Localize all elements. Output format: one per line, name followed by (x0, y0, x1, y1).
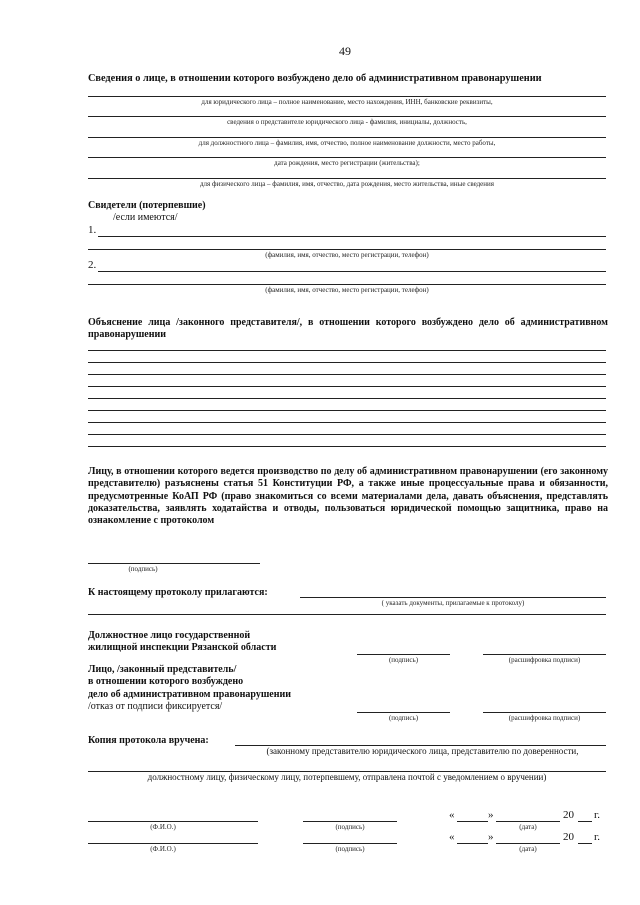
page-number: 49 (339, 44, 351, 58)
rights-text: Лицу, в отношении которого ведется производство по делу об административном правонарушении (его законному представителю) разъяснены статья 51 Конституции РФ, а также иные процессуальные права и обязанности, предусмотренные КоАП РФ (право знакомиться со всеми материалами дела, давать объяснения, представлять доказательства, заявлять ходатайства и отводы, пользоваться юридической помощью защитника, право на ознакомление с протоколом (88, 466, 608, 527)
field-line[interactable] (88, 137, 606, 138)
fio-line[interactable] (88, 843, 258, 844)
witness-caption: (фамилия, имя, отчество, место регистрации, телефон) (265, 251, 429, 259)
rights-signature-line[interactable] (88, 563, 260, 564)
sign-line[interactable] (303, 843, 397, 844)
official-decode-line[interactable] (483, 654, 606, 655)
person-label-line: в отношении которого возбуждено (88, 676, 244, 688)
date-quote-close: » (488, 809, 494, 821)
explanation-line[interactable] (88, 350, 606, 351)
attachments-label: К настоящему протоколу прилагаются: (88, 587, 268, 598)
date-year-line[interactable] (578, 843, 592, 844)
witness-number: 1. (88, 224, 97, 236)
date-month-line[interactable] (496, 821, 560, 822)
copy-caption-2: должностному лицу, физическому лицу, потерпевшему, отправлена почтой с уведомлением о вручении) (147, 772, 547, 782)
witness-field-line[interactable] (98, 236, 606, 237)
official-label (88, 630, 276, 654)
copy-caption-1: (законному представителю юридического лица, представителю по доверенности, (266, 746, 579, 756)
witness-number: 2. (88, 259, 97, 271)
witness-field-line[interactable] (88, 249, 606, 250)
rights-signature-caption: (подпись) (128, 565, 158, 573)
explanation-line[interactable] (88, 398, 606, 399)
attachments-line[interactable] (88, 614, 606, 615)
sign-line[interactable] (303, 821, 397, 822)
date-year-line[interactable] (578, 821, 592, 822)
witness-caption: (фамилия, имя, отчество, место регистрации, телефон) (265, 286, 429, 294)
person-label-line: дело об административном правонарушении (88, 688, 292, 700)
caption-birthdate: дата рождения, место регистрации (жительства); (274, 159, 420, 167)
explanation-line[interactable] (88, 374, 606, 375)
sign-caption: (подпись) (335, 845, 365, 853)
date-year: 20 (563, 809, 574, 821)
date-day-line[interactable] (457, 843, 488, 844)
witnesses-subtitle: /если имеются/ (113, 212, 178, 223)
date-month-line[interactable] (496, 843, 560, 844)
witnesses-title: Свидетели (потерпевшие) (88, 200, 206, 211)
official-signature-line[interactable] (357, 654, 450, 655)
official-label-line: Должностное лицо государственной (88, 630, 251, 641)
explanation-line[interactable] (88, 362, 606, 363)
date-quote-close: » (488, 831, 494, 843)
field-line[interactable] (88, 96, 606, 97)
date-quote-open: « (449, 831, 455, 843)
caption-legal-entity: для юридического лица – полное наименование, место нахождения, ИНН, банковские реквизиты, (201, 98, 493, 106)
copy-label: Копия протокола вручена: (88, 735, 209, 746)
date-year-suffix: г. (594, 831, 601, 843)
official-signature-caption: (подпись) (388, 656, 419, 664)
explanation-line[interactable] (88, 386, 606, 387)
fio-caption: (Ф.И.О.) (150, 845, 176, 853)
person-label-line: /отказ от подписи фиксируется/ (88, 700, 223, 712)
date-day-line[interactable] (457, 821, 488, 822)
attachments-caption: ( указать документы, прилагаемые к протоколу) (381, 599, 525, 607)
fio-line[interactable] (88, 821, 258, 822)
caption-representative: сведения о представителе юридического лица - фамилия, инициалы, должность, (227, 118, 467, 126)
person-signature-caption: (подпись) (388, 714, 419, 722)
sign-caption: (подпись) (335, 823, 365, 831)
caption-individual: для физического лица – фамилия, имя, отчество, дата рождения, место жительства, иные сведения (200, 180, 494, 188)
official-decode-caption: (расшифровка подписи) (508, 656, 581, 664)
witness-field-line[interactable] (98, 271, 606, 272)
date-caption: (дата) (519, 845, 537, 853)
date-quote-open: « (449, 809, 455, 821)
date-caption: (дата) (519, 823, 537, 831)
person-label-line: Лицо, /законный представитель/ (88, 664, 237, 675)
explanation-title: Объяснение лица /законного представителя/, в отношении которого возбуждено дело об административном правонарушении (88, 317, 608, 340)
caption-official: для должностного лица – фамилия, имя, отчество, полное наименование должности, место работы, (198, 139, 496, 147)
explanation-line[interactable] (88, 434, 606, 435)
fio-caption: (Ф.И.О.) (150, 823, 176, 831)
explanation-line[interactable] (88, 410, 606, 411)
section-title-person-info: Сведения о лице, в отношении которого возбуждено дело об административном правонарушении (88, 73, 542, 84)
person-label (88, 664, 291, 713)
explanation-line[interactable] (88, 446, 606, 447)
date-year-suffix: г. (594, 809, 601, 821)
person-decode-line[interactable] (483, 712, 606, 713)
witness-field-line[interactable] (88, 284, 606, 285)
field-line[interactable] (88, 157, 606, 158)
person-decode-caption: (расшифровка подписи) (508, 714, 581, 722)
field-line[interactable] (88, 178, 606, 179)
date-year: 20 (563, 831, 574, 843)
field-line[interactable] (88, 116, 606, 117)
official-label-line: жилищной инспекции Рязанской области (88, 642, 277, 653)
explanation-line[interactable] (88, 422, 606, 423)
attachments-line[interactable] (300, 597, 606, 598)
person-signature-line[interactable] (357, 712, 450, 713)
